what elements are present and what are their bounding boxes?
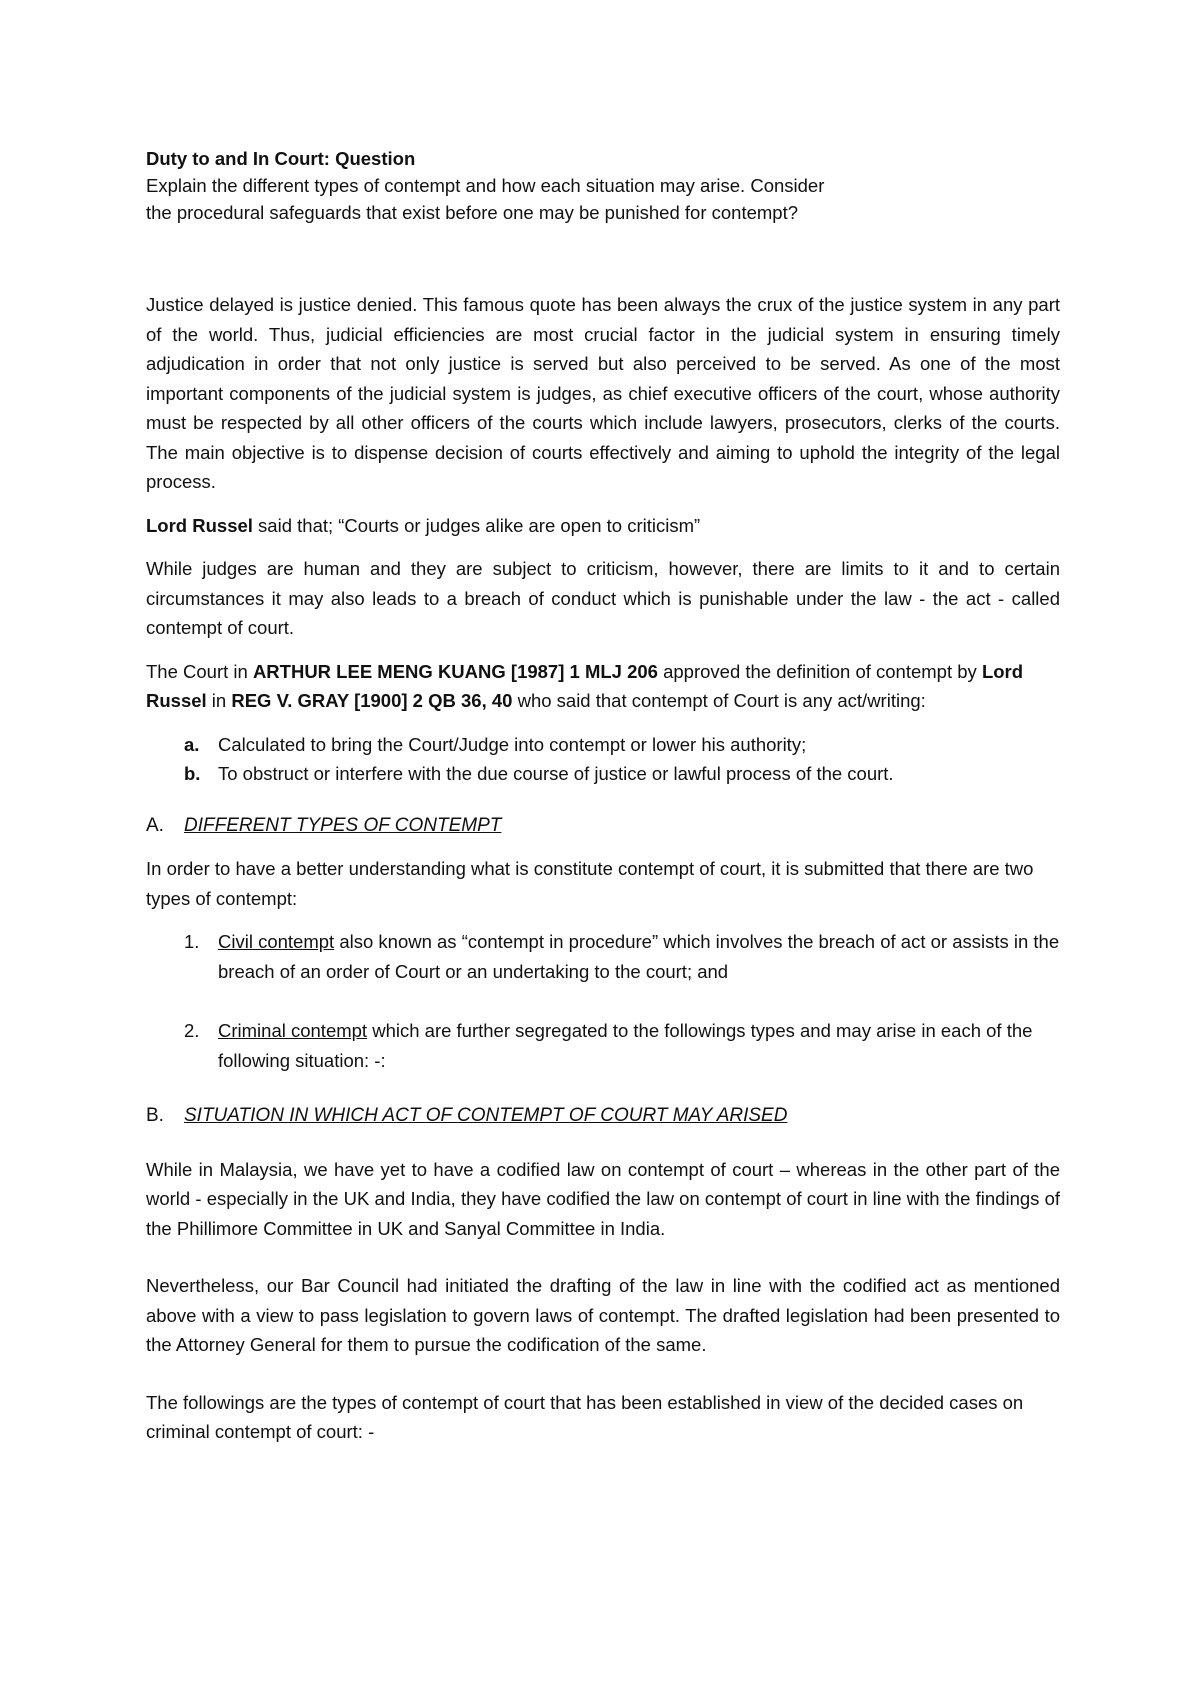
- list-marker: a.: [184, 733, 200, 755]
- question-text-line-1: Explain the different types of contempt and how each situation may arise. Consider: [146, 175, 825, 196]
- list-item: [146, 1016, 1060, 1075]
- russel-quote-text: said that; “Courts or judges alike are open to criticism”: [252, 514, 701, 536]
- list-item: [146, 730, 1060, 760]
- list-item-text: To obstruct or interfere with the due course of justice or lawful process of the court.: [218, 763, 894, 784]
- criminal-contempt-term: Criminal contempt: [218, 1020, 368, 1041]
- definition-text-2: approved the definition of contempt by: [657, 660, 982, 682]
- definition-paragraph: [146, 657, 1060, 716]
- list-item: [146, 927, 1060, 986]
- section-a-letter: A.: [146, 814, 164, 836]
- question-block: [146, 145, 1060, 226]
- definition-text-3: in: [206, 690, 232, 711]
- list-item-text: Calculated to bring the Court/Judge into contempt or lower his authority;: [218, 733, 807, 755]
- list-marker: 2.: [184, 1020, 200, 1041]
- section-b-letter: B.: [146, 1105, 164, 1126]
- question-title: Duty to and In Court: Question: [146, 148, 416, 169]
- question-text-line-2: the procedural safeguards that exist before one may be punished for contempt?: [146, 202, 799, 223]
- contempt-types-list: [146, 927, 1060, 1075]
- definition-text-4: who said that contempt of Court is any act/writing:: [512, 690, 926, 711]
- section-a-heading: [146, 811, 1060, 841]
- lord-russel-name: Lord Russel: [146, 660, 1024, 711]
- case-citation-arthur-lee: ARTHUR LEE MENG KUANG [1987] 1 MLJ 206: [252, 660, 658, 682]
- list-item-text: which are further segregated to the followings types and may arise in each of the following situation: -:: [218, 1020, 1033, 1071]
- definition-text-1: The Court in: [146, 660, 253, 682]
- criticism-paragraph: While judges are human and they are subject to criticism, however, there are limits to it and to certain circumstances it may also leads to a breach of conduct which is punishable under the law - the act - called contempt of court.: [146, 558, 1060, 638]
- section-b-title: SITUATION IN WHICH ACT OF CONTEMPT OF COURT MAY ARISED: [184, 1105, 788, 1126]
- intro-paragraph: Justice delayed is justice denied. This famous quote has been always the crux of the justice system in any part of the world. Thus, judicial efficiencies are most crucial factor in the judicial system in ensuring timely adjudication in order that not only justice is served but also perceived to be served. As one of the most important components of the judicial system is judges, as chief executive officers of the court, whose authority must be respected by all other officers of the courts which include lawyers, prosecutors, clerks of the courts. The main objective is to dispense decision of courts effectively and aiming to uphold the integrity of the legal process.: [146, 294, 1060, 492]
- definition-list: [146, 730, 1060, 789]
- section-a-intro: In order to have a better understanding what is constitute contempt of court, it is submitted that there are two types of contempt:: [146, 858, 1034, 909]
- case-citation-reg-v-gray: REG V. GRAY [1900] 2 QB 36, 40: [231, 690, 513, 711]
- civil-contempt-term: Civil contempt: [218, 931, 335, 952]
- list-marker: b.: [184, 763, 201, 784]
- section-b-heading: [146, 1101, 1060, 1131]
- document-page: [146, 145, 1060, 1461]
- section-b-paragraph-1: While in Malaysia, we have yet to have a codified law on contempt of court – whereas in the other part of the world - especially in the UK and India, they have codified the law on contempt of court in line with the findings of the Phillimore Committee in UK and Sanyal Committee in India.: [146, 1158, 1060, 1239]
- russel-name: Lord Russel: [146, 514, 253, 536]
- list-item: [146, 759, 1060, 789]
- section-b-paragraph-2: Nevertheless, our Bar Council had initiated the drafting of the law in line with the codified act as mentioned above with a view to pass legislation to govern laws of contempt. The drafted legislation had been presented to the Attorney General for them to pursue the codification of the same.: [146, 1275, 1060, 1355]
- list-item-text: also known as “contempt in procedure” which involves the breach of act or assists in the breach of an order of Court or an undertaking to the court; and: [218, 931, 1060, 982]
- russel-quote-paragraph: [146, 511, 1060, 541]
- list-marker: 1.: [184, 931, 200, 952]
- section-a-title: DIFFERENT TYPES OF CONTEMPT: [184, 814, 502, 836]
- section-b-paragraph-3: The followings are the types of contempt of court that has been established in view of the decided cases on criminal contempt of court: -: [146, 1391, 1024, 1442]
